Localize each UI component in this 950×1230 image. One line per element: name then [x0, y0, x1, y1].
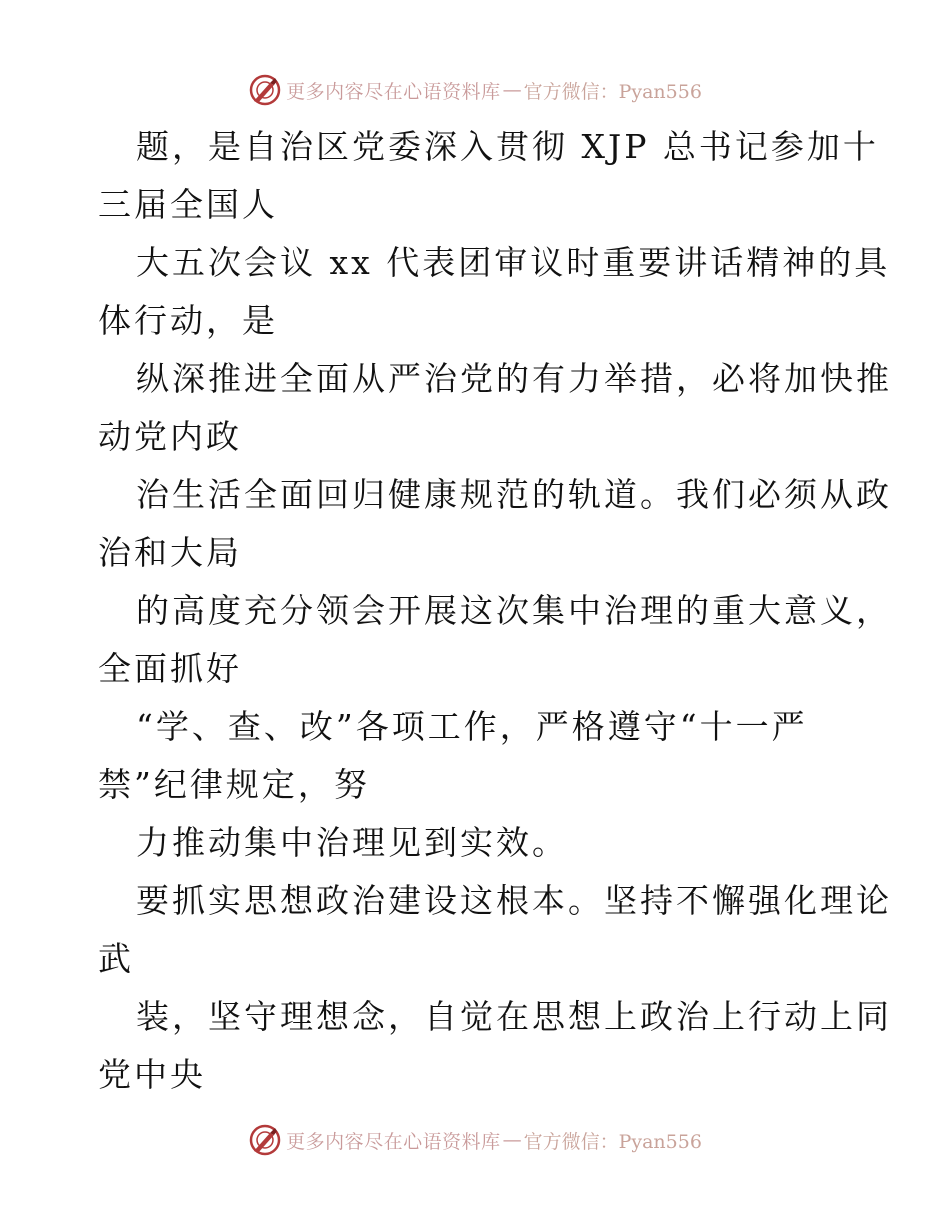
paragraph-line: 治生活全面回归健康规范的轨道。我们必须从政: [136, 475, 892, 514]
banner-wechat-text: 官方微信：Pyan556: [523, 1130, 702, 1153]
pen-logo-icon: [248, 73, 282, 107]
paragraph-line: 纵深推进全面从严治党的有力举措，必将加快推: [136, 359, 892, 398]
paragraph-line: 全面抓好: [98, 649, 242, 688]
paragraph-line: 武: [98, 939, 134, 978]
paragraph-line: 大五次会议 xx 代表团审议时重要讲话精神的具: [136, 243, 891, 282]
footer-watermark-banner: [0, 1120, 950, 1160]
paragraph-line: “学、查、改”各项工作，严格遵守“十一严: [136, 707, 808, 746]
header-watermark-banner: [0, 70, 950, 110]
banner-wechat-text: 官方微信：Pyan556: [523, 80, 702, 103]
banner-main-text: 更多内容尽在心语资料库: [286, 80, 501, 103]
paragraph-line: 治和大局: [98, 533, 242, 572]
paragraph-line: 动党内政: [98, 417, 242, 456]
paragraph-line: 党中央: [98, 1055, 206, 1094]
paragraph-line: 装，坚守理想念，自觉在思想上政治上行动上同: [136, 997, 892, 1036]
paragraph-line: 要抓实思想政治建设这根本。坚持不懈强化理论: [136, 881, 892, 920]
paragraph-line: 三届全国人: [98, 185, 278, 224]
paragraph-line: 题，是自治区党委深入贯彻 XJP 总书记参加十: [136, 127, 879, 166]
paragraph-line: 的高度充分领会开展这次集中治理的重大意义，: [136, 591, 892, 630]
banner-main-text: 更多内容尽在心语资料库: [286, 1130, 501, 1153]
document-body: [98, 118, 892, 1104]
banner-separator: —: [502, 1129, 522, 1151]
paragraph-line: 体行动，是: [98, 301, 278, 340]
paragraph-line: 禁”纪律规定，努: [98, 765, 370, 804]
banner-separator: —: [502, 79, 522, 101]
paragraph-line: 力推动集中治理见到实效。: [136, 823, 568, 862]
pen-logo-icon: [248, 1123, 282, 1157]
